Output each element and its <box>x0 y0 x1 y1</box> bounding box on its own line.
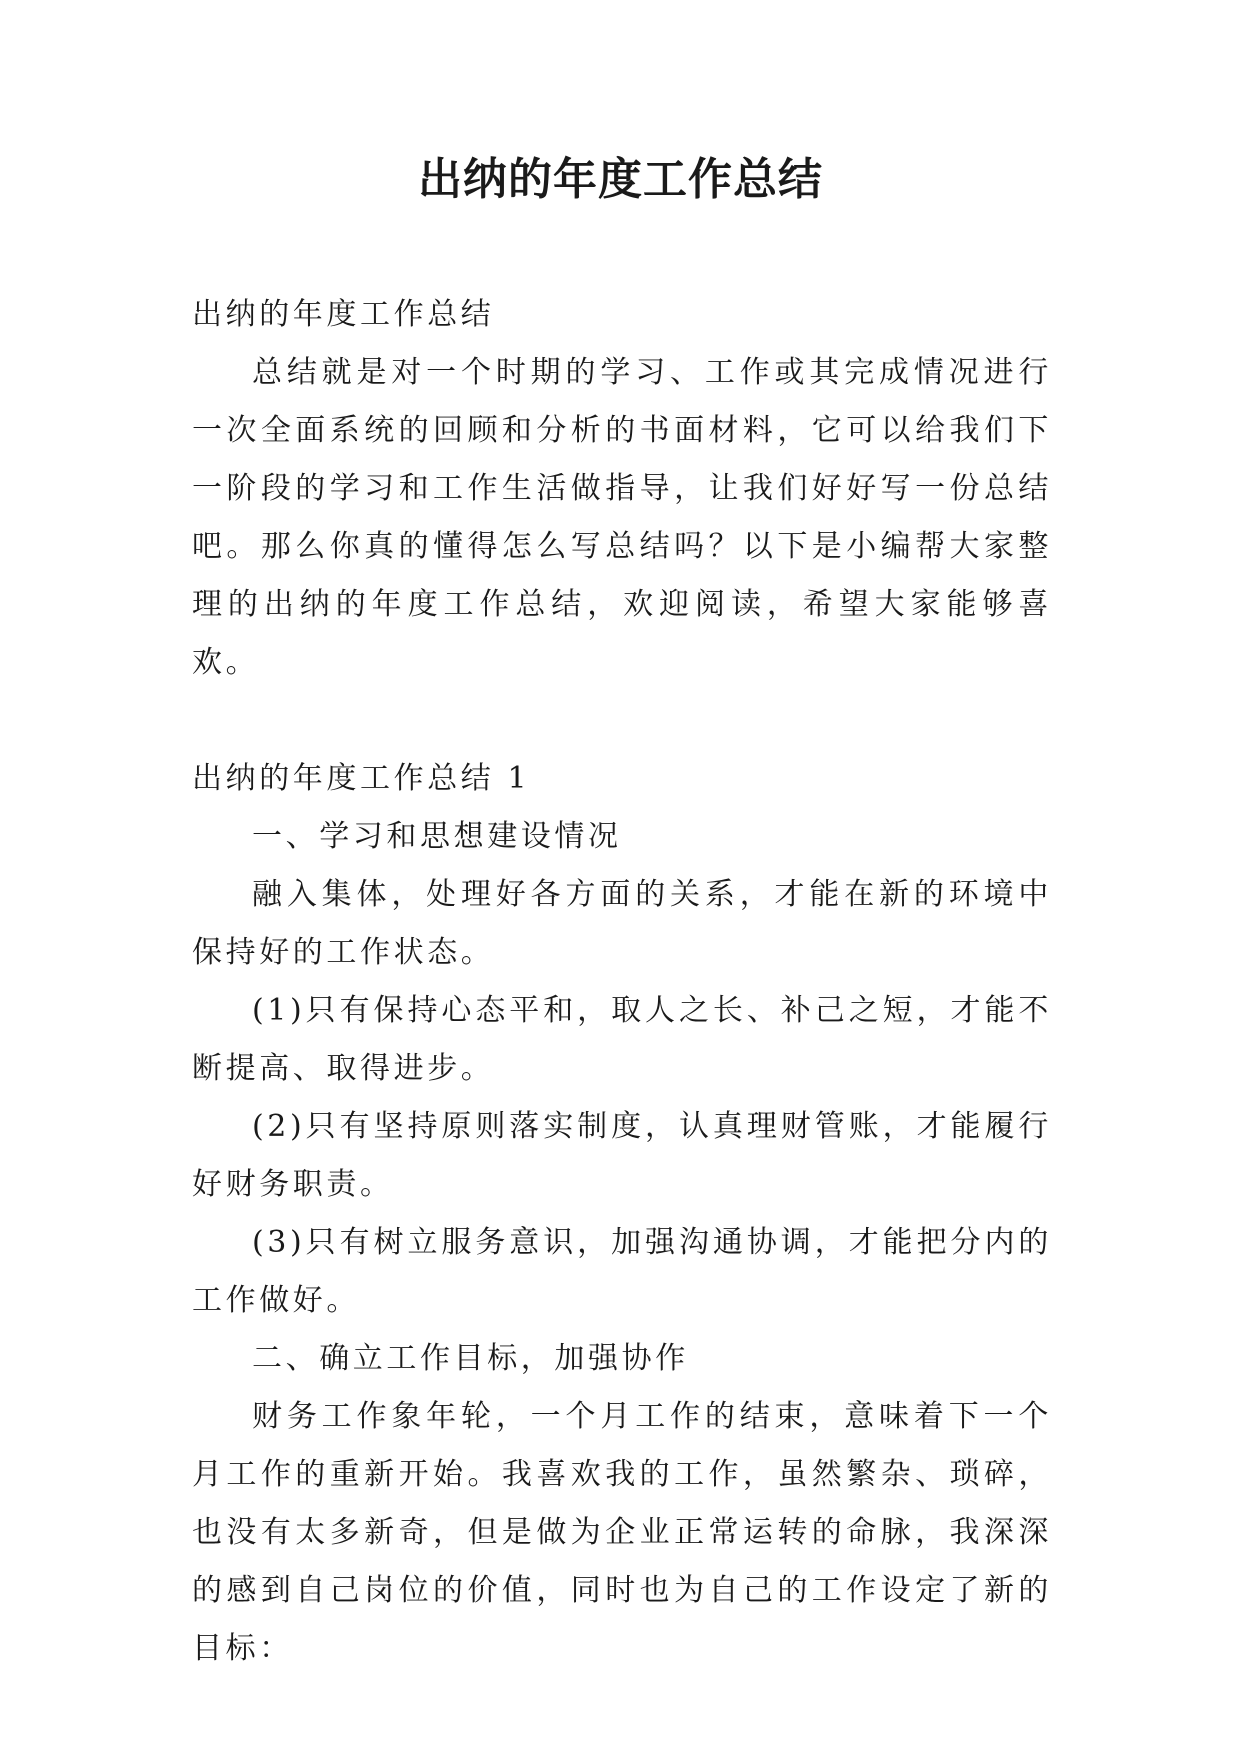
paragraph-spacer <box>192 692 1052 750</box>
subtitle-paragraph: 出纳的年度工作总结 <box>192 297 495 332</box>
document-title: 出纳的年度工作总结 <box>418 154 823 205</box>
intro-paragraph: 总结就是对一个时期的学习、工作或其完成情况进行一次全面系统的回顾和分析的书面材料，它可以给我们下一阶段的学习和工作生活做指导，让我们好好写一份总结吧。那么你真的懂得怎么写总结吗？以下是小编帮大家整理的出纳的年度工作总结，欢迎阅读，希望大家能够喜欢。 <box>192 355 1052 680</box>
document-body <box>192 286 1052 1678</box>
list-item-1: (1)只有保持心态平和，取人之长、补己之短，才能不断提高、取得进步。 <box>192 993 1052 1086</box>
subsection-heading-2: 二、确立工作目标，加强协作 <box>252 1341 689 1376</box>
body-paragraph: 融入集体，处理好各方面的关系，才能在新的环境中保持好的工作状态。 <box>192 877 1052 970</box>
list-item-2: (2)只有坚持原则落实制度，认真理财管账，才能履行好财务职责。 <box>192 1109 1052 1202</box>
list-item-3: (3)只有树立服务意识，加强沟通协调，才能把分内的工作做好。 <box>192 1225 1052 1318</box>
section-heading: 出纳的年度工作总结 1 <box>192 761 531 796</box>
subsection-heading-1: 一、学习和思想建设情况 <box>252 819 622 854</box>
body-paragraph: 财务工作象年轮，一个月工作的结束，意味着下一个月工作的重新开始。我喜欢我的工作，虽然繁杂、琐碎，也没有太多新奇，但是做为企业正常运转的命脉，我深深的感到自己岗位的价值，同时也为自己的工作设定了新的目标： <box>192 1399 1052 1666</box>
